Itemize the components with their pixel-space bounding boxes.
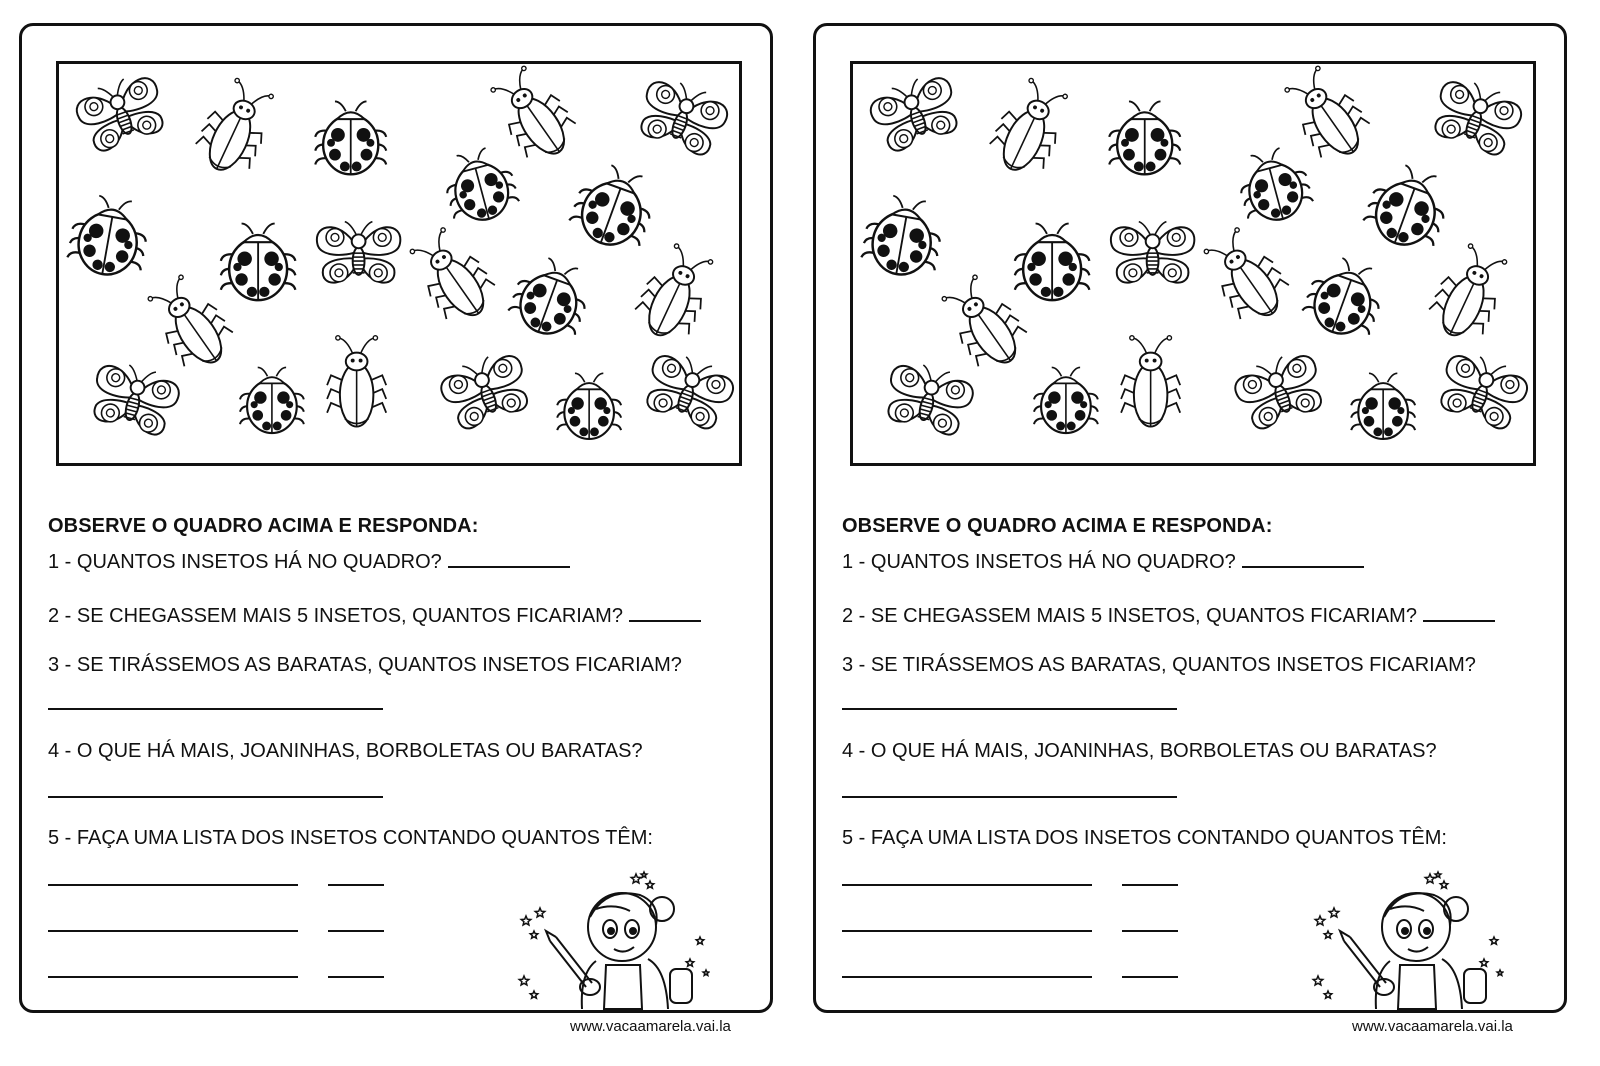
ladybug-icon (240, 367, 304, 433)
answer-blank-2[interactable] (1423, 600, 1495, 622)
ladybug-icon (221, 224, 295, 301)
butterfly-icon (436, 347, 535, 433)
ladybug-icon (557, 373, 621, 439)
question-5: 5 - FAÇA UMA LISTA DOS INSETOS CONTANDO QUANTOS TÊM: (48, 827, 653, 849)
list-count-line[interactable] (328, 930, 384, 932)
cockroach-icon (483, 64, 584, 169)
star-icon (521, 916, 531, 925)
cockroach-icon (327, 336, 386, 427)
star-icon (696, 937, 704, 944)
cockroach-icon (402, 222, 503, 330)
butterfly-icon (881, 358, 977, 439)
butterfly-icon (1111, 222, 1194, 283)
question-3: 3 - SE TIRÁSSEMOS AS BARATAS, QUANTOS INSETOS FICARIAM? (842, 654, 1476, 676)
butterfly-icon (633, 73, 732, 159)
list-name-line[interactable] (48, 930, 298, 932)
cockroach-icon (1423, 240, 1515, 347)
question-4: 4 - O QUE HÁ MAIS, JOANINHAS, BORBOLETAS OU BARATAS? (842, 740, 1437, 762)
list-count-line[interactable] (1122, 976, 1178, 978)
star-icon (1329, 908, 1339, 917)
cockroach-icon (934, 269, 1035, 377)
question-4: 4 - O QUE HÁ MAIS, JOANINHAS, BORBOLETAS OU BARATAS? (48, 740, 643, 762)
ladybug-icon (860, 192, 947, 280)
cockroach-icon (1121, 336, 1180, 427)
star-icon (1324, 931, 1332, 938)
star-icon (1497, 970, 1503, 975)
star-icon (1425, 874, 1435, 883)
instructions-heading: OBSERVE O QUADRO ACIMA E RESPONDA: (48, 515, 479, 537)
butterfly-icon (72, 69, 171, 155)
list-count-line[interactable] (1122, 884, 1178, 886)
star-icon (1313, 976, 1323, 985)
list-count-line[interactable] (328, 884, 384, 886)
ladybug-icon (439, 143, 522, 227)
star-icon (1435, 872, 1441, 877)
star-icon (535, 908, 545, 917)
star-icon (631, 874, 641, 883)
butterfly-icon (1427, 73, 1526, 159)
star-icon (1324, 991, 1332, 998)
star-icon (530, 931, 538, 938)
star-icon (1315, 916, 1325, 925)
cockroach-icon (1196, 222, 1297, 330)
question-5: 5 - FAÇA UMA LISTA DOS INSETOS CONTANDO QUANTOS TÊM: (842, 827, 1447, 849)
star-icon (530, 991, 538, 998)
list-name-line[interactable] (842, 884, 1092, 886)
ladybug-icon (1034, 367, 1098, 433)
worksheet-card-right (813, 23, 1567, 1013)
answer-line-4[interactable] (842, 796, 1177, 798)
insect-scene (853, 64, 1533, 463)
star-icon (1490, 937, 1498, 944)
star-icon (646, 881, 654, 888)
star-icon (519, 976, 529, 985)
question-2: 2 - SE CHEGASSEM MAIS 5 INSETOS, QUANTOS FICARIAM? (48, 600, 701, 628)
footer-url: www.vacaamarela.vai.la (570, 1018, 731, 1035)
question-3: 3 - SE TIRÁSSEMOS AS BARATAS, QUANTOS INSETOS FICARIAM? (48, 654, 682, 676)
butterfly-icon (317, 222, 400, 283)
answer-blank-1[interactable] (1242, 546, 1364, 568)
answer-line-3[interactable] (48, 708, 383, 710)
star-icon (641, 872, 647, 877)
cockroach-icon (140, 269, 241, 377)
ladybug-icon (566, 158, 662, 255)
cockroach-icon (629, 240, 721, 347)
ladybug-icon (1351, 373, 1415, 439)
list-count-line[interactable] (1122, 930, 1178, 932)
ladybug-icon (505, 251, 597, 344)
list-name-line[interactable] (842, 930, 1092, 932)
ladybug-icon (1233, 143, 1316, 227)
answer-line-4[interactable] (48, 796, 383, 798)
insect-scene (59, 64, 739, 463)
butterfly-icon (1433, 347, 1532, 433)
list-name-line[interactable] (48, 884, 298, 886)
question-1: 1 - QUANTOS INSETOS HÁ NO QUADRO? (48, 546, 570, 574)
cockroach-icon (984, 74, 1076, 181)
answer-blank-1[interactable] (448, 546, 570, 568)
star-icon (686, 959, 694, 966)
answer-blank-2[interactable] (629, 600, 701, 622)
insect-picture-frame (850, 61, 1536, 466)
list-count-line[interactable] (328, 976, 384, 978)
list-name-line[interactable] (48, 976, 298, 978)
footer-url: www.vacaamarela.vai.la (1352, 1018, 1513, 1035)
butterfly-icon (866, 69, 965, 155)
instructions-heading: OBSERVE O QUADRO ACIMA E RESPONDA: (842, 515, 1273, 537)
question-2: 2 - SE CHEGASSEM MAIS 5 INSETOS, QUANTOS FICARIAM? (842, 600, 1495, 628)
cockroach-icon (1277, 64, 1378, 169)
girl-with-pencil-icon (1304, 869, 1504, 1014)
answer-line-3[interactable] (842, 708, 1177, 710)
cockroach-icon (190, 74, 282, 181)
butterfly-icon (1230, 347, 1329, 433)
ladybug-icon (1360, 158, 1456, 255)
ladybug-icon (1299, 251, 1391, 344)
worksheet-card-left (19, 23, 773, 1013)
butterfly-icon (87, 358, 183, 439)
girl-with-pencil-icon (510, 869, 710, 1014)
question-1: 1 - QUANTOS INSETOS HÁ NO QUADRO? (842, 546, 1364, 574)
star-icon (703, 970, 709, 975)
ladybug-icon (66, 192, 153, 280)
ladybug-icon (1015, 224, 1089, 301)
star-icon (1480, 959, 1488, 966)
butterfly-icon (639, 347, 738, 433)
ladybug-icon (315, 101, 386, 174)
insect-picture-frame (56, 61, 742, 466)
star-icon (1440, 881, 1448, 888)
list-name-line[interactable] (842, 976, 1092, 978)
ladybug-icon (1109, 101, 1180, 174)
